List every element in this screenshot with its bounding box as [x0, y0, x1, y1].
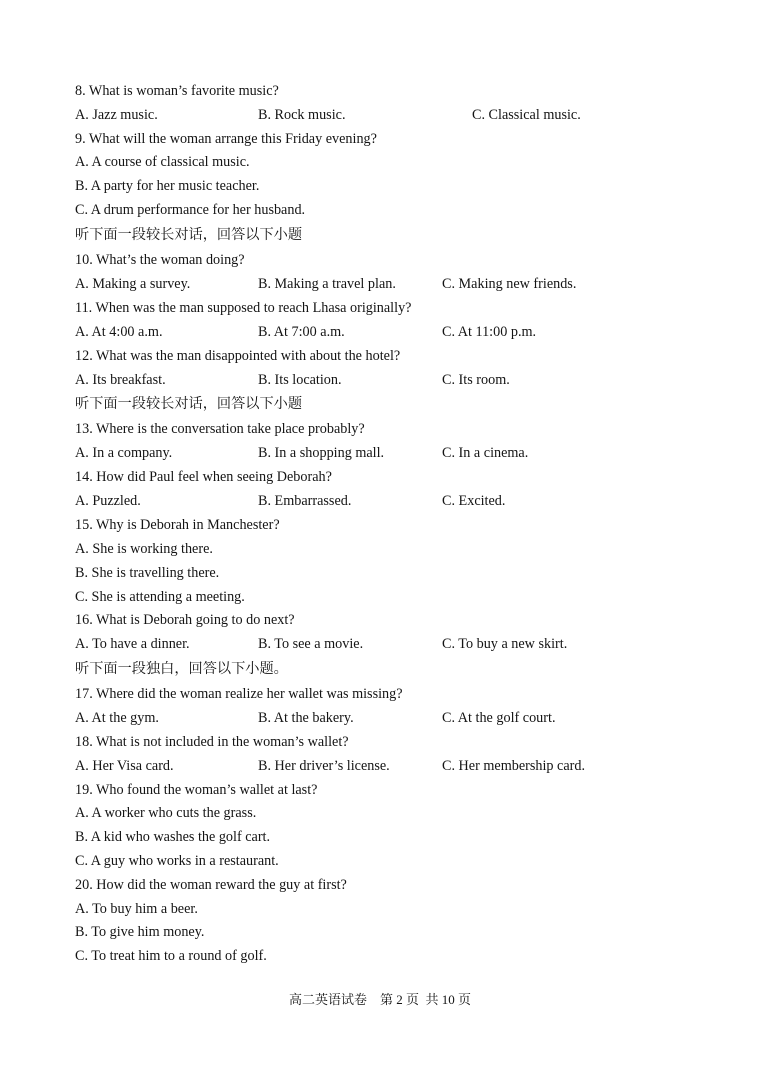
question-line: B. A kid who washes the golf cart.	[75, 829, 271, 845]
answer-option: C. Its room.	[442, 372, 510, 388]
question-line: 13. Where is the conversation take place probably?	[75, 421, 365, 437]
answer-option: C. At 11:00 p.m.	[442, 324, 537, 340]
answer-option: C. In a cinema.	[442, 445, 529, 461]
answer-option: B. Embarrassed.	[258, 493, 352, 509]
answer-option: A. At 4:00 a.m.	[75, 324, 163, 340]
question-line: C. She is attending a meeting.	[75, 589, 245, 605]
answer-option: C. Her membership card.	[442, 758, 586, 774]
answer-option: A. In a company.	[75, 445, 173, 461]
question-line: 16. What is Deborah going to do next?	[75, 612, 295, 628]
question-line: A. To buy him a beer.	[75, 901, 198, 917]
question-line: 20. How did the woman reward the guy at first?	[75, 877, 347, 893]
question-line: B. To give him money.	[75, 924, 205, 940]
question-line: 11. When was the man supposed to reach Lhasa originally?	[75, 300, 412, 316]
question-line: 18. What is not included in the woman’s wallet?	[75, 734, 349, 750]
question-line: A. She is working there.	[75, 541, 213, 557]
answer-option: C. Making new friends.	[442, 276, 577, 292]
answer-option: C. Excited.	[442, 493, 506, 509]
question-line: 14. How did Paul feel when seeing Deborah?	[75, 469, 332, 485]
answer-option: C. At the golf court.	[442, 710, 556, 726]
answer-option: B. Rock music.	[258, 107, 346, 123]
answer-option: C. Classical music.	[472, 107, 581, 123]
answer-option: B. In a shopping mall.	[258, 445, 385, 461]
answer-option: B. At 7:00 a.m.	[258, 324, 345, 340]
question-line: 听下面一段较长对话，回答以下小题	[75, 396, 303, 412]
question-line: 17. Where did the woman realize her wallet was missing?	[75, 686, 403, 702]
answer-option: C. To buy a new skirt.	[442, 636, 568, 652]
answer-option: A. Jazz music.	[75, 107, 158, 123]
question-line: C. To treat him to a round of golf.	[75, 948, 267, 964]
question-line: 15. Why is Deborah in Manchester?	[75, 517, 280, 533]
answer-option: A. Making a survey.	[75, 276, 191, 292]
question-line: 听下面一段独白，回答以下小题。	[75, 661, 288, 677]
question-line: C. A guy who works in a restaurant.	[75, 853, 279, 869]
answer-option: A. Its breakfast.	[75, 372, 166, 388]
answer-option: B. Her driver’s license.	[258, 758, 390, 774]
question-line: A. A course of classical music.	[75, 154, 250, 170]
question-line: B. A party for her music teacher.	[75, 178, 260, 194]
answer-option: B. At the bakery.	[258, 710, 354, 726]
question-line: 19. Who found the woman’s wallet at last?	[75, 782, 318, 798]
question-line: 12. What was the man disappointed with about the hotel?	[75, 348, 401, 364]
answer-option: B. Making a travel plan.	[258, 276, 396, 292]
question-line: 10. What’s the woman doing?	[75, 252, 245, 268]
answer-option: A. At the gym.	[75, 710, 159, 726]
question-line: B. She is travelling there.	[75, 565, 220, 581]
answer-option: A. To have a dinner.	[75, 636, 190, 652]
question-line: 9. What will the woman arrange this Friday evening?	[75, 131, 377, 147]
answer-option: A. Her Visa card.	[75, 758, 174, 774]
answer-option: B. To see a movie.	[258, 636, 364, 652]
page-footer: 高二英语试卷 第 2 页 共 10 页	[288, 992, 471, 1007]
question-line: C. A drum performance for her husband.	[75, 202, 306, 218]
answer-option: B. Its location.	[258, 372, 342, 388]
question-line: 听下面一段较长对话，回答以下小题	[75, 227, 303, 243]
question-line: 8. What is woman’s favorite music?	[75, 83, 279, 99]
question-line: A. A worker who cuts the grass.	[75, 805, 257, 821]
answer-option: A. Puzzled.	[75, 493, 141, 509]
